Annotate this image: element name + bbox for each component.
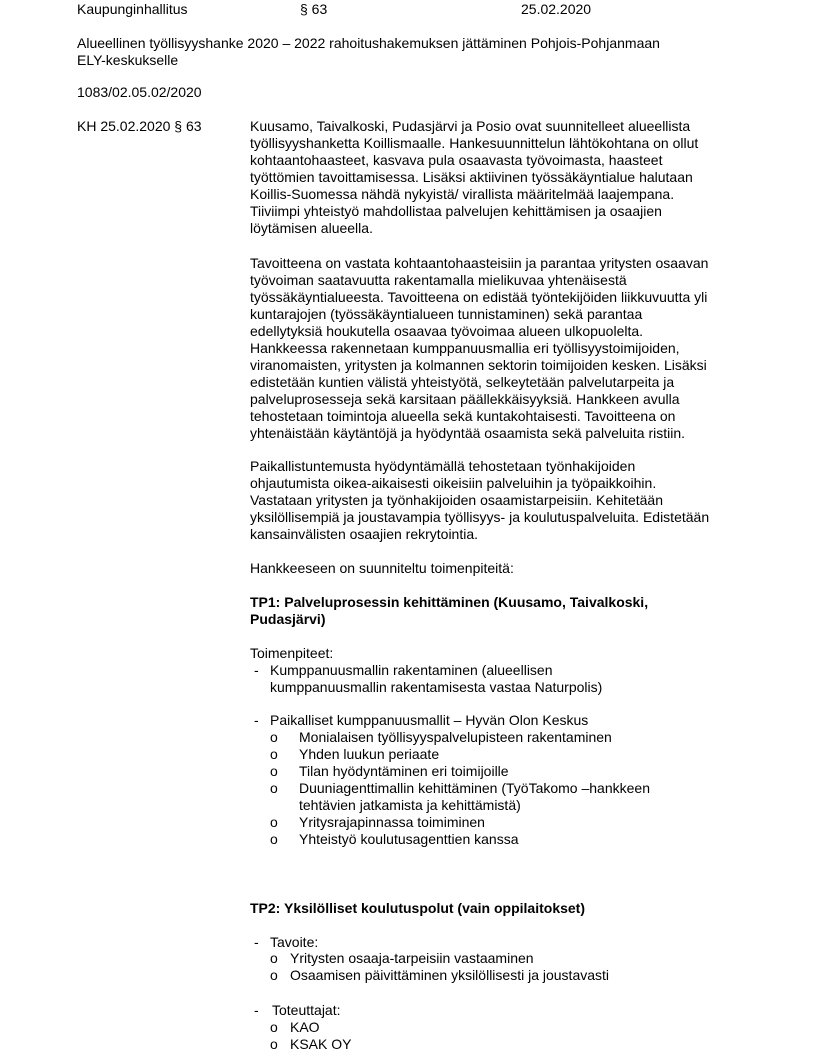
organ-name: Kaupunginhallitus — [77, 1, 188, 17]
dash-marker: - — [254, 1002, 259, 1018]
paragraph-line: Vastataan yritysten ja työnhakijoiden osaamistarpeisiin. Kehitetään — [250, 492, 663, 508]
list-item-line: kumppanuusmallin rakentamisesta vastaa Naturpolis) — [270, 679, 603, 695]
paragraph-line: tehostetaan toimintoja alueella sekä kuntakohtaisesti. Tavoitteena on — [250, 408, 676, 424]
section-number: § 63 — [300, 1, 328, 17]
paragraph — [250, 255, 740, 442]
paragraph-line: edistetään kuntien välistä yhteistyötä, selkeytetään palvelutarpeita ja — [250, 374, 675, 390]
tp2-heading: TP2: Yksilölliset koulutuspolut (vain oppilaitokset) — [250, 900, 586, 916]
paragraph-line: Paikallistuntemusta hyödyntämällä tehostetaan työnhakijoiden — [250, 458, 636, 474]
paragraph-line: työttömien tavoittamisessa. Lisäksi aktiivinen työssäkäyntialue halutaan — [250, 169, 693, 185]
circle-marker: o — [270, 780, 278, 796]
paragraph-line: työssäkäyntialueesta. Tavoitteena on edistää työntekijöiden liikkuvuutta yli — [250, 289, 708, 305]
sub-list-item: Yritysrajapinnassa toimiminen — [299, 814, 485, 830]
dash-marker: - — [254, 712, 259, 728]
tp1-label: Toimenpiteet: — [250, 645, 334, 661]
paragraph-line: edellytyksiä houkutella osaavaa työvoimaa alueen ulkopuolelta. — [250, 323, 644, 339]
paragraph — [250, 560, 740, 577]
paragraph — [250, 118, 740, 237]
sub-list-item: KAO — [290, 1019, 320, 1035]
paragraph-line: työllisyyshanketta Koillismaalle. Hankesuunnittelun lähtökohtana on ollut — [250, 135, 699, 151]
circle-marker: o — [270, 950, 278, 966]
circle-marker: o — [270, 814, 278, 830]
paragraph-line: kohtaantohaasteet, kasvava pula osaavasta työvoimasta, haasteet — [250, 152, 663, 168]
sub-list-item — [299, 780, 650, 814]
paragraph-line: ohjautumista oikea-aikaisesti oikeisiin palveluihin ja työpaikkoihin. — [250, 475, 657, 491]
paragraph-line: työvoiman saatavuutta rakentamalla mielikuvaa yhtenäisestä — [250, 272, 627, 288]
sub-list-item: KSAK OY — [290, 1036, 352, 1052]
sub-list-item: Monialaisen työllisyyspalvelupisteen rakentaminen — [299, 729, 612, 745]
circle-marker: o — [270, 1019, 278, 1035]
dash-marker: - — [254, 662, 259, 678]
circle-marker: o — [270, 763, 278, 779]
dash-marker: - — [254, 934, 259, 950]
meeting-reference: KH 25.02.2020 § 63 — [77, 118, 202, 134]
tp1-heading — [250, 594, 740, 628]
paragraph-line: Tavoitteena on vastata kohtaantohaasteisiin ja parantaa yritysten osaavan — [250, 255, 709, 271]
sub-list-item-line: Duuniagenttimallin kehittäminen (TyöTakomo –hankkeen — [299, 780, 650, 796]
sub-list-item: Osaamisen päivittäminen yksilöllisesti ja joustavasti — [290, 967, 610, 983]
paragraph-line: palveluprosesseja sekä karsitaan päällekkäisyyksiä. Hankkeen avulla — [250, 391, 680, 407]
heading-line: TP1: Palveluprosessin kehittäminen (Kuusamo, Taivalkoski, — [250, 594, 649, 610]
sub-list-item: Tilan hyödyntäminen eri toimijoille — [299, 763, 509, 779]
list-item: Paikalliset kumppanuusmallit – Hyvän Olon Keskus — [270, 712, 589, 728]
sub-list-item: Yhden luukun periaate — [299, 746, 440, 762]
circle-marker: o — [270, 1036, 278, 1052]
paragraph — [250, 458, 740, 543]
circle-marker: o — [270, 746, 278, 762]
circle-marker: o — [270, 967, 278, 983]
paragraph-line: löytämisen alueella. — [250, 220, 373, 236]
list-item-line: Kumppanuusmallin rakentaminen (alueellisen — [270, 662, 553, 678]
goal-label: Tavoite: — [270, 934, 319, 950]
paragraph-line: Hankkeeseen on suunniteltu toimenpiteitä: — [250, 560, 514, 576]
paragraph-line: kansainvälisten osaajien rekrytointia. — [250, 526, 479, 542]
sub-list-item-line: tehtävien jatkamista ja kehittämistä) — [299, 797, 521, 813]
title-line: ELY-keskukselle — [77, 52, 179, 68]
paragraph-line: Kuusamo, Taivalkoski, Pudasjärvi ja Posio ovat suunnitelleet alueellista — [250, 118, 691, 134]
paragraph-line: kuntarajojen (työssäkäyntialueen tunnistaminen) sekä parantaa — [250, 306, 643, 322]
record-id: 1083/02.05.02/2020 — [77, 84, 202, 100]
list-item — [270, 662, 602, 696]
paragraph-line: viranomaisten, yritysten ja kolmannen sektorin toimijoiden kesken. Lisäksi — [250, 357, 707, 373]
paragraph-line: Hankkeessa rakennetaan kumppanuusmallia eri työllisyystoimijoiden, — [250, 340, 680, 356]
title-line: Alueellinen työllisyyshanke 2020 – 2022 rahoitushakemuksen jättäminen Pohjois-Pohjanmaan — [77, 35, 660, 51]
circle-marker: o — [270, 831, 278, 847]
paragraph-line: yksilöllisempiä ja joustavampia työllisyys- ja koulutuspalveluita. Edistetään — [250, 509, 710, 525]
document-title — [77, 35, 660, 69]
sub-list-item: Yhteistyö koulutusagenttien kanssa — [299, 831, 519, 847]
paragraph-line: Tiiviimpi yhteistyö mahdollistaa palvelujen kehittämisen ja osaajien — [250, 203, 662, 219]
implementers-label: Toteuttajat: — [272, 1002, 341, 1018]
paragraph-line: Koillis-Suomessa nähdä nykyistä/ virallista määritelmää laajempana. — [250, 186, 675, 202]
paragraph-line: yhtenäistään käytäntöjä ja hyödyntää osaamista sekä palveluita ristiin. — [250, 425, 686, 441]
heading-line: Pudasjärvi) — [250, 611, 326, 627]
sub-list-item: Yritysten osaaja-tarpeisiin vastaaminen — [290, 950, 534, 966]
meeting-date: 25.02.2020 — [521, 1, 592, 17]
circle-marker: o — [270, 729, 278, 745]
